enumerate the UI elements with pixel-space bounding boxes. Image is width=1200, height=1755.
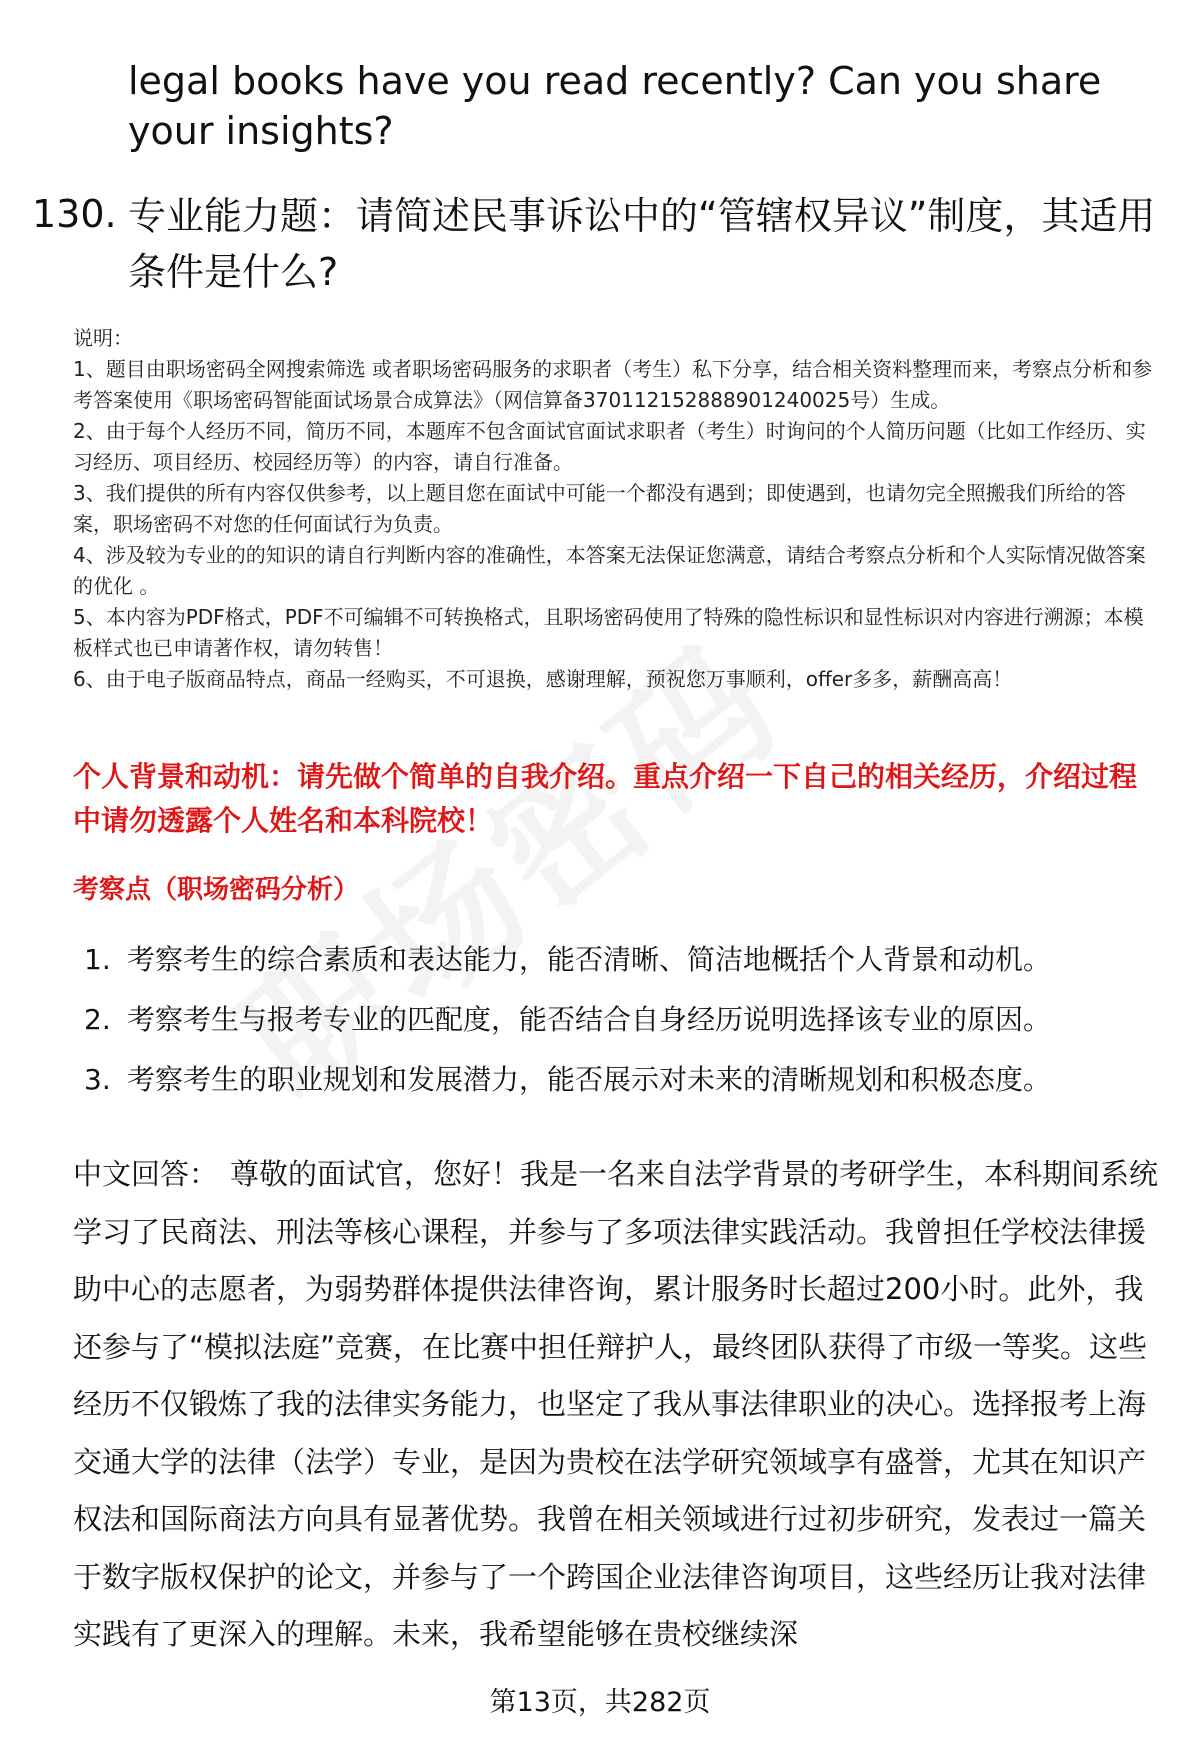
analysis-point xyxy=(80,940,1170,1000)
analysis-point xyxy=(80,1060,1170,1120)
note-item: 2、由于每个人经历不同，简历不同，本题库不包含面试官面试求职者（考生）时询问的个人简历问题（比如工作经历、实习经历、项目经历、校园经历等）的内容，请自行准备。 xyxy=(73,419,1146,474)
analysis-point-text: 考察考生的综合素质和表达能力，能否清晰、简洁地概括个人背景和动机。 xyxy=(127,943,1052,976)
previous-question-continuation: legal books have you read recently? Can you share your insights? xyxy=(128,59,1102,153)
note-item: 1、题目由职场密码全网搜索筛选 或者职场密码服务的求职者（考生）私下分享，结合相关资料整理而来，考察点分析和参考答案使用《职场密码智能面试场景合成算法》（网信算备370112152888901240025号）生成。 xyxy=(73,357,1153,412)
analysis-list xyxy=(80,940,1170,1120)
answer-text: 尊敬的面试官，您好！我是一名来自法学背景的考研学生，本科期间系统学习了民商法、刑法等核心课程，并参与了多项法律实践活动。我曾担任学校法律援助中心的志愿者，为弱势群体提供法律咨询，累计服务时长超过200小时。此外，我还参与了“模拟法庭”竞赛，在比赛中担任辩护人，最终团队获得了市级一等奖。这些经历不仅锻炼了我的法律实务能力，也坚定了我从事法律职业的决心。选择报考上海交通大学的法律（法学）专业，是因为贵校在法学研究领域享有盛誉，尤其在知识产权法和国际商法方向具有显著优势。我曾在相关领域进行过初步研究，发表过一篇关于数字版权保护的论文，并参与了一个跨国企业法律咨询项目，这些经历让我对法律实践有了更深入的理解。未来，我希望能够在贵校继续深 xyxy=(73,1157,1159,1651)
answer-paragraph xyxy=(73,1146,1163,1664)
notes-title: 说明： xyxy=(73,326,133,350)
question-number: 130. xyxy=(32,192,117,236)
analysis-point-text: 考察考生的职业规划和发展潜力，能否展示对未来的清晰规划和积极态度。 xyxy=(127,1063,1052,1096)
analysis-point-number: 3. xyxy=(84,1063,111,1096)
section-question-title: 个人背景和动机：请先做个简单的自我介绍。重点介绍一下自己的相关经历，介绍过程中请勿透露个人姓名和本科院校！ xyxy=(73,760,1138,837)
analysis-point-number: 2. xyxy=(84,1003,111,1036)
notes-block xyxy=(73,323,1163,695)
answer-label: 中文回答： xyxy=(73,1157,219,1191)
note-item: 5、本内容为PDF格式，PDF不可编辑不可转换格式，且职场密码使用了特殊的隐性标识和显性标识对内容进行溯源；本模板样式也已申请著作权，请勿转售！ xyxy=(73,605,1144,660)
question-text: 专业能力题：请简述民事诉讼中的“管辖权异议”制度，其适用条件是什么? xyxy=(128,194,1156,294)
note-item: 4、涉及较为专业的的知识的请自行判断内容的准确性，本答案无法保证您满意，请结合考察点分析和个人实际情况做答案的优化 。 xyxy=(73,543,1146,598)
page-footer: 第13页，共282页 xyxy=(489,1687,711,1718)
analysis-point xyxy=(80,1000,1170,1060)
analysis-point-text: 考察考生与报考专业的匹配度，能否结合自身经历说明选择该专业的原因。 xyxy=(127,1003,1052,1036)
analysis-point-number: 1. xyxy=(84,943,111,976)
note-item: 6、由于电子版商品特点，商品一经购买，不可退换，感谢理解，预祝您万事顺利，offer多多，薪酬高高！ xyxy=(73,667,1013,691)
analysis-heading: 考察点（职场密码分析） xyxy=(73,875,360,905)
note-item: 3、我们提供的所有内容仅供参考，以上题目您在面试中可能一个都没有遇到；即使遇到，也请勿完全照搬我们所给的答案，职场密码不对您的任何面试行为负责。 xyxy=(73,481,1126,536)
